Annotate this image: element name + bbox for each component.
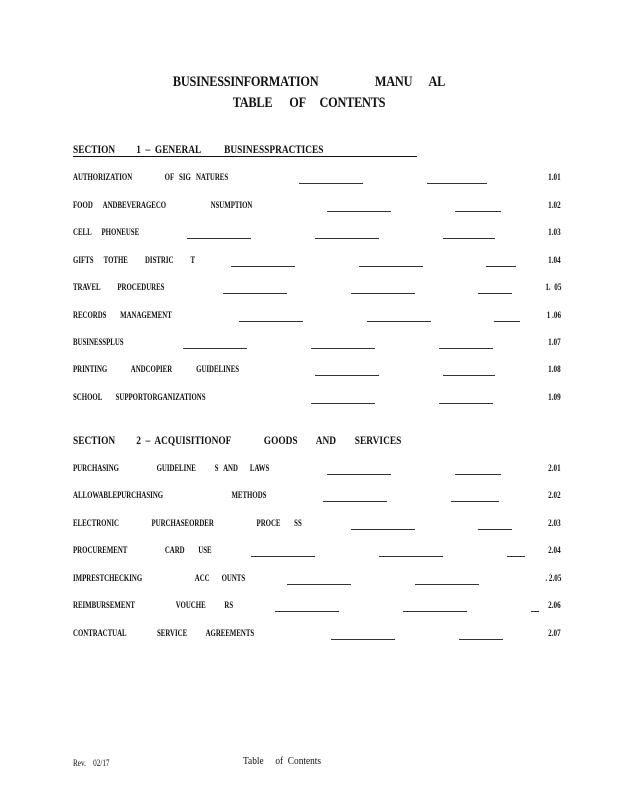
toc-entry[interactable]	[73, 201, 563, 215]
toc-entry-number: 1 .06	[546, 311, 561, 321]
leader-line	[451, 501, 499, 502]
leader-line	[351, 293, 415, 294]
toc-entry-number: 1.04	[548, 256, 561, 266]
leader-line	[315, 238, 379, 239]
manual-title: BUSINESSINFORMATION MANU AL	[172, 74, 446, 90]
toc-entry-number: 2.06	[548, 601, 561, 611]
toc-entry[interactable]	[73, 574, 563, 588]
leader-line	[459, 639, 503, 640]
section-1-underline	[73, 156, 417, 157]
leader-line	[443, 375, 495, 376]
toc-entry-label: SCHOOL SUPPORTORGANIZATIONS	[73, 393, 206, 403]
toc-entry-label: REIMBURSEMENT VOUCHE RS	[73, 601, 234, 611]
leader-line	[367, 321, 431, 322]
toc-entry-number: 1.07	[548, 338, 561, 348]
toc-entry-label: BUSINESSPLUS	[73, 338, 124, 348]
toc-entry-number: 1.08	[548, 365, 561, 375]
leader-line	[275, 611, 339, 612]
leader-line	[351, 529, 415, 530]
toc-entry[interactable]	[73, 629, 563, 643]
toc-entry[interactable]	[73, 393, 563, 407]
toc-entry-number: 2.02	[548, 491, 561, 501]
leader-line	[183, 348, 247, 349]
toc-entry-label: AUTHORIZATION OF SIG NATURES	[73, 173, 229, 183]
toc-entry-label: PURCHASING GUIDELINE S AND LAWS	[73, 464, 270, 474]
leader-line	[299, 183, 363, 184]
toc-entry[interactable]	[73, 491, 563, 505]
toc-entry-label: FOOD ANDBEVERAGECO NSUMPTION	[73, 201, 253, 211]
leader-line	[287, 584, 351, 585]
leader-line	[239, 321, 303, 322]
toc-entry-number: 1.03	[548, 228, 561, 238]
toc-entry-number: 2.01	[548, 464, 561, 474]
toc-entry[interactable]	[73, 519, 563, 533]
toc-entry[interactable]	[73, 338, 563, 352]
footer-page-label: Table of Contents	[243, 755, 322, 767]
toc-entry-number: 1.01	[548, 173, 561, 183]
leader-line	[494, 321, 520, 322]
leader-line	[427, 183, 487, 184]
leader-line	[187, 238, 251, 239]
section-2-heading: SECTION 2 – ACQUISITIONOF GOODS AND SERVICES	[73, 433, 402, 447]
leader-line	[311, 403, 375, 404]
leader-line	[231, 266, 295, 267]
toc-entry[interactable]	[73, 228, 563, 242]
leader-line	[486, 266, 516, 267]
toc-entry-label: CONTRACTUAL SERVICE AGREEMENTS	[73, 629, 255, 639]
leader-line	[455, 474, 501, 475]
leader-line	[507, 556, 525, 557]
toc-entry-label: ELECTRONIC PURCHASEORDER PROCE SS	[73, 519, 302, 529]
leader-line	[379, 556, 443, 557]
leader-line	[455, 211, 501, 212]
leader-line	[323, 501, 387, 502]
toc-entry[interactable]	[73, 365, 563, 379]
leader-line	[331, 639, 395, 640]
toc-entry-number: 1.02	[548, 201, 561, 211]
leader-line	[478, 529, 512, 530]
leader-line	[439, 348, 493, 349]
toc-entry-number: 1.09	[548, 393, 561, 403]
leader-line	[327, 211, 391, 212]
leader-line	[359, 266, 423, 267]
toc-entry-number: 2.03	[548, 519, 561, 529]
leader-line	[251, 556, 315, 557]
toc-entry-label: PROCUREMENT CARD USE	[73, 546, 212, 556]
toc-entry-label: CELL PHONEUSE	[73, 228, 140, 238]
toc-entry-number: 2.04	[548, 546, 561, 556]
toc-entry[interactable]	[73, 546, 563, 560]
toc-entry[interactable]	[73, 283, 563, 297]
leader-line	[415, 584, 479, 585]
section-1-heading: SECTION 1 – GENERAL BUSINESSPRACTICES	[73, 142, 324, 156]
toc-entry-label: PRINTING ANDCOPIER GUIDELINES	[73, 365, 240, 375]
toc-entry-number: 2.07	[548, 629, 561, 639]
toc-entry[interactable]	[73, 311, 563, 325]
toc-entry-label: GIFTS TOTHE DISTRIC T	[73, 256, 196, 266]
leader-line	[223, 293, 287, 294]
revision-date: Rev. 02/17	[73, 758, 110, 768]
toc-entry-number: 1. 05	[544, 283, 561, 293]
toc-entry[interactable]	[73, 256, 563, 270]
leader-line	[403, 611, 467, 612]
toc-title: TABLE OF CONTENTS	[232, 95, 386, 111]
toc-entry-label: ALLOWABLEPURCHASING METHODS	[73, 491, 267, 501]
leader-line	[531, 611, 539, 612]
leader-line	[478, 293, 512, 294]
leader-line	[443, 238, 495, 239]
toc-entry-label: IMPRESTCHECKING ACC OUNTS	[73, 574, 246, 584]
toc-entry[interactable]	[73, 173, 563, 187]
toc-entry[interactable]	[73, 464, 563, 478]
leader-line	[327, 474, 391, 475]
leader-line	[439, 403, 493, 404]
leader-line	[315, 375, 379, 376]
toc-entry-label: RECORDS MANAGEMENT	[73, 311, 172, 321]
leader-line	[311, 348, 375, 349]
toc-entry-number: . 2.05	[544, 574, 561, 584]
toc-entry-label: TRAVEL PROCEDURES	[73, 283, 165, 293]
toc-entry[interactable]	[73, 601, 563, 615]
